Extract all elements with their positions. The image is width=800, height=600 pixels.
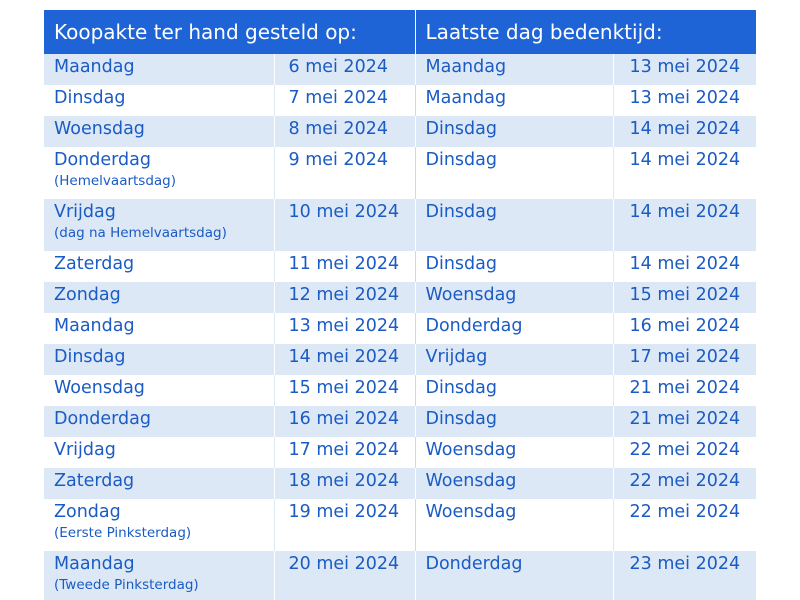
handed-over-date-text: 8 mei 2024 xyxy=(288,119,388,139)
handed-over-date-text: 11 mei 2024 xyxy=(288,254,400,274)
handed-over-date-text: 6 mei 2024 xyxy=(288,57,388,77)
last-day-weekday xyxy=(415,375,613,406)
holiday-note: (dag na Hemelvaartsdag) xyxy=(54,225,227,241)
last-day-date-text: 23 mei 2024 xyxy=(629,554,741,574)
handed-over-day xyxy=(44,54,274,85)
handed-over-date-text: 12 mei 2024 xyxy=(288,285,400,305)
table-row xyxy=(44,54,756,85)
handed-over-day xyxy=(44,499,274,551)
table-row xyxy=(44,251,756,282)
table-row xyxy=(44,116,756,147)
table-row xyxy=(44,313,756,344)
last-day-date xyxy=(613,437,756,468)
header-last-day: Laatste dag bedenktijd: xyxy=(415,10,756,54)
handed-over-date xyxy=(274,344,415,375)
last-day-weekday-text: Dinsdag xyxy=(425,202,497,222)
handed-over-day-text: Zondag xyxy=(54,502,121,522)
last-day-date xyxy=(613,251,756,282)
last-day-date xyxy=(613,375,756,406)
handed-over-day-text: Woensdag xyxy=(54,119,145,139)
last-day-weekday-text: Donderdag xyxy=(425,554,523,574)
last-day-weekday-text: Dinsdag xyxy=(425,119,497,139)
handed-over-date xyxy=(274,147,415,199)
last-day-weekday xyxy=(415,551,613,600)
table-row xyxy=(44,344,756,375)
last-day-date-text: 13 mei 2024 xyxy=(629,57,741,77)
holiday-note: (Tweede Pinksterdag) xyxy=(54,577,199,593)
handed-over-day-text: Maandag xyxy=(54,57,135,77)
last-day-date-text: 15 mei 2024 xyxy=(629,285,741,305)
last-day-date-text: 21 mei 2024 xyxy=(629,409,741,429)
handed-over-day-text: Zaterdag xyxy=(54,471,135,491)
handed-over-day xyxy=(44,116,274,147)
last-day-date-text: 16 mei 2024 xyxy=(629,316,741,336)
handed-over-date xyxy=(274,85,415,116)
handed-over-date xyxy=(274,282,415,313)
table-row xyxy=(44,147,756,199)
last-day-weekday-text: Maandag xyxy=(425,57,507,77)
last-day-weekday xyxy=(415,147,613,199)
handed-over-date xyxy=(274,468,415,499)
table-row xyxy=(44,499,756,551)
last-day-weekday-text: Woensdag xyxy=(425,502,517,522)
last-day-weekday-text: Woensdag xyxy=(425,285,517,305)
last-day-weekday-text: Maandag xyxy=(425,88,507,108)
handed-over-date xyxy=(274,54,415,85)
table-body xyxy=(44,54,756,600)
handed-over-date-text: 13 mei 2024 xyxy=(288,316,400,336)
handed-over-day xyxy=(44,551,274,600)
handed-over-day-text: Donderdag xyxy=(54,409,151,429)
table-row xyxy=(44,551,756,600)
handed-over-day-text: Dinsdag xyxy=(54,88,126,108)
last-day-date-text: 22 mei 2024 xyxy=(629,471,741,491)
handed-over-day xyxy=(44,344,274,375)
handed-over-date xyxy=(274,251,415,282)
handed-over-date xyxy=(274,551,415,600)
last-day-date xyxy=(613,499,756,551)
last-day-weekday xyxy=(415,499,613,551)
last-day-weekday xyxy=(415,251,613,282)
last-day-date-text: 17 mei 2024 xyxy=(629,347,741,367)
handed-over-date-text: 20 mei 2024 xyxy=(288,554,400,574)
last-day-weekday xyxy=(415,437,613,468)
handed-over-day-text: Maandag xyxy=(54,316,135,336)
handed-over-day xyxy=(44,468,274,499)
handed-over-date xyxy=(274,499,415,551)
last-day-date xyxy=(613,85,756,116)
header-handed-over: Koopakte ter hand gesteld op: xyxy=(44,10,415,54)
bedenktijd-table xyxy=(44,10,756,600)
last-day-date-text: 14 mei 2024 xyxy=(629,202,741,222)
last-day-date xyxy=(613,199,756,251)
last-day-weekday-text: Dinsdag xyxy=(425,150,497,170)
handed-over-date-text: 16 mei 2024 xyxy=(288,409,400,429)
last-day-weekday xyxy=(415,85,613,116)
table-row xyxy=(44,199,756,251)
handed-over-date-text: 15 mei 2024 xyxy=(288,378,400,398)
handed-over-day xyxy=(44,147,274,199)
last-day-weekday xyxy=(415,199,613,251)
last-day-weekday-text: Woensdag xyxy=(425,471,517,491)
handed-over-day xyxy=(44,437,274,468)
last-day-date xyxy=(613,116,756,147)
handed-over-day xyxy=(44,251,274,282)
table-row xyxy=(44,282,756,313)
last-day-date xyxy=(613,313,756,344)
handed-over-day xyxy=(44,85,274,116)
handed-over-date-text: 10 mei 2024 xyxy=(288,202,400,222)
last-day-date xyxy=(613,551,756,600)
last-day-weekday xyxy=(415,282,613,313)
handed-over-day xyxy=(44,406,274,437)
table-row xyxy=(44,85,756,116)
last-day-weekday xyxy=(415,344,613,375)
handed-over-day-text: Woensdag xyxy=(54,378,145,398)
last-day-date xyxy=(613,54,756,85)
last-day-date xyxy=(613,406,756,437)
holiday-note: (Eerste Pinksterdag) xyxy=(54,525,192,541)
last-day-weekday-text: Woensdag xyxy=(425,440,517,460)
last-day-date-text: 22 mei 2024 xyxy=(629,502,741,522)
handed-over-date-text: 9 mei 2024 xyxy=(288,150,388,170)
handed-over-date-text: 18 mei 2024 xyxy=(288,471,400,491)
header-row xyxy=(44,10,756,54)
table-header xyxy=(44,10,756,54)
handed-over-day xyxy=(44,313,274,344)
handed-over-day-text: Zaterdag xyxy=(54,254,135,274)
handed-over-day-text: Vrijdag xyxy=(54,440,116,460)
handed-over-day xyxy=(44,282,274,313)
holiday-note: (Hemelvaartsdag) xyxy=(54,173,177,189)
handed-over-day-text: Zondag xyxy=(54,285,121,305)
last-day-date xyxy=(613,147,756,199)
handed-over-day-text: Maandag xyxy=(54,554,135,574)
handed-over-date-text: 19 mei 2024 xyxy=(288,502,400,522)
handed-over-day-text: Vrijdag xyxy=(54,202,116,222)
last-day-date xyxy=(613,468,756,499)
handed-over-date xyxy=(274,375,415,406)
handed-over-day xyxy=(44,199,274,251)
last-day-date-text: 14 mei 2024 xyxy=(629,254,741,274)
last-day-date xyxy=(613,282,756,313)
table-row xyxy=(44,468,756,499)
last-day-date-text: 22 mei 2024 xyxy=(629,440,741,460)
handed-over-day-text: Donderdag xyxy=(54,150,151,170)
last-day-weekday-text: Donderdag xyxy=(425,316,523,336)
last-day-date-text: 21 mei 2024 xyxy=(629,378,741,398)
handed-over-date xyxy=(274,116,415,147)
handed-over-date xyxy=(274,313,415,344)
last-day-date-text: 13 mei 2024 xyxy=(629,88,741,108)
last-day-weekday-text: Dinsdag xyxy=(425,409,497,429)
last-day-weekday xyxy=(415,468,613,499)
table-row xyxy=(44,375,756,406)
last-day-weekday xyxy=(415,406,613,437)
last-day-date xyxy=(613,344,756,375)
last-day-date-text: 14 mei 2024 xyxy=(629,119,741,139)
handed-over-date xyxy=(274,199,415,251)
last-day-weekday-text: Dinsdag xyxy=(425,254,497,274)
handed-over-date xyxy=(274,437,415,468)
last-day-weekday-text: Dinsdag xyxy=(425,378,497,398)
last-day-weekday-text: Vrijdag xyxy=(425,347,488,367)
table-row xyxy=(44,406,756,437)
handed-over-date xyxy=(274,406,415,437)
table-row xyxy=(44,437,756,468)
handed-over-date-text: 17 mei 2024 xyxy=(288,440,400,460)
handed-over-date-text: 7 mei 2024 xyxy=(288,88,388,108)
handed-over-date-text: 14 mei 2024 xyxy=(288,347,400,367)
handed-over-day-text: Dinsdag xyxy=(54,347,126,367)
last-day-weekday xyxy=(415,54,613,85)
last-day-weekday xyxy=(415,313,613,344)
last-day-date-text: 14 mei 2024 xyxy=(629,150,741,170)
last-day-weekday xyxy=(415,116,613,147)
handed-over-day xyxy=(44,375,274,406)
